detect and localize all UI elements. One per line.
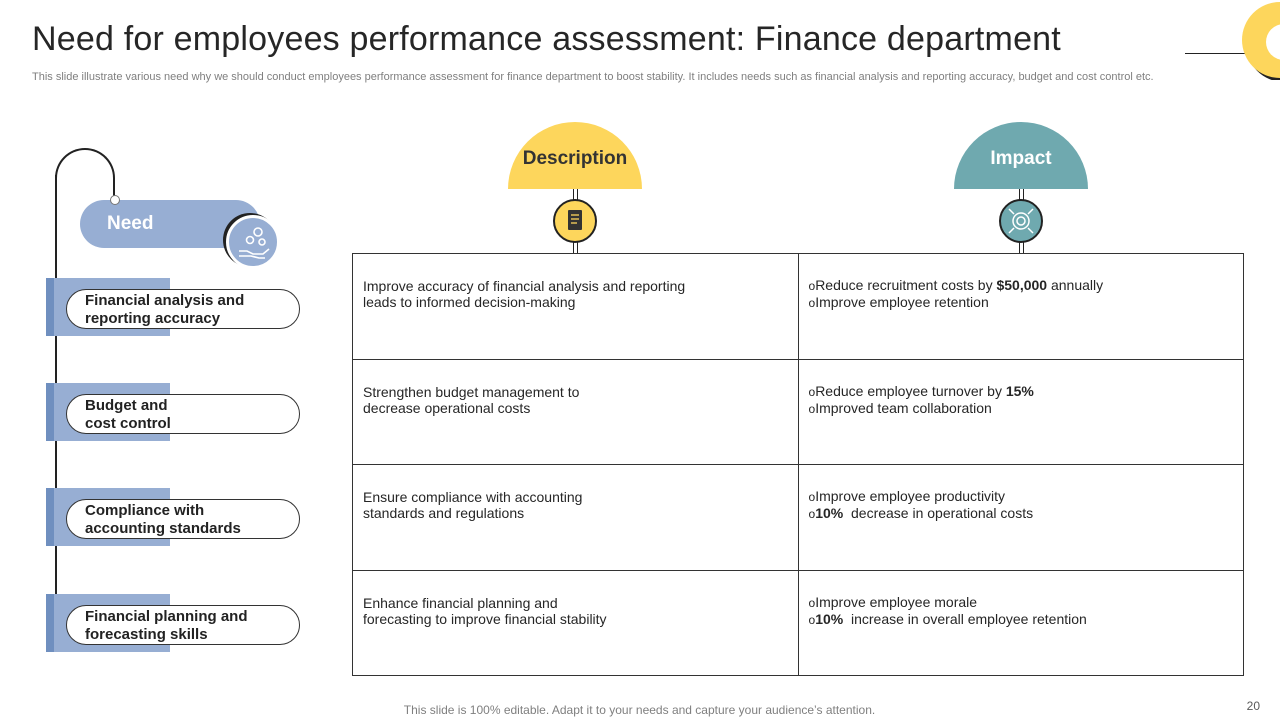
impact-bullet bbox=[809, 611, 1234, 628]
need-item-label bbox=[85, 292, 244, 328]
impact-cell bbox=[798, 254, 1244, 360]
need-item-line: accounting standards bbox=[85, 520, 241, 537]
table-row bbox=[353, 359, 1244, 465]
impact-highlight: 10% bbox=[815, 505, 844, 522]
bullet-icon: o bbox=[808, 384, 816, 399]
description-text: Improve accuracy of financial analysis and reporting leads to informed decision-making bbox=[363, 278, 686, 311]
need-item-label bbox=[85, 397, 171, 433]
impact-bullet bbox=[809, 594, 1234, 611]
impact-text bbox=[815, 594, 977, 610]
target-icon bbox=[999, 199, 1043, 243]
impact-cell bbox=[798, 570, 1244, 676]
impact-text-part: Improve employee retention bbox=[815, 294, 989, 311]
impact-text-part: decrease in operational costs bbox=[843, 505, 1034, 522]
impact-text-part: Reduce employee turnover by bbox=[815, 382, 1006, 399]
impact-text-part: Improve employee productivity bbox=[815, 488, 1006, 505]
need-header-label: Need bbox=[107, 213, 154, 234]
impact-header-label: Impact bbox=[990, 148, 1052, 169]
table-row bbox=[353, 465, 1244, 571]
timeline-dot bbox=[110, 195, 120, 205]
impact-bullet bbox=[809, 294, 1234, 311]
need-item-label bbox=[85, 502, 241, 538]
page-subtitle: This slide illustrate various need why we should conduct employees performance assessment for finance department to boost stability. It includes needs such as financial analysis and reporting accuracy, budget and cost control etc. bbox=[32, 71, 1154, 83]
impact-text bbox=[815, 505, 1033, 521]
bullet-icon: o bbox=[808, 490, 816, 505]
need-item-line: cost control bbox=[85, 415, 171, 432]
description-text: Enhance financial planning and forecasting to improve financial stability bbox=[363, 594, 607, 627]
impact-highlight: $50,000 bbox=[996, 277, 1048, 294]
bullet-icon: o bbox=[808, 612, 816, 627]
bullet-icon: o bbox=[808, 595, 816, 610]
need-item-label bbox=[85, 608, 248, 644]
impact-text bbox=[815, 383, 1034, 399]
need-item-line: forecasting skills bbox=[85, 626, 208, 643]
impact-text-part: annually bbox=[1047, 277, 1104, 294]
footer-text: This slide is 100% editable. Adapt it to your needs and capture your audience’s attention. bbox=[403, 703, 876, 717]
description-header-label: Description bbox=[522, 148, 628, 169]
bullet-icon: o bbox=[808, 279, 816, 294]
description-cell bbox=[353, 465, 799, 571]
impact-highlight: 15% bbox=[1005, 382, 1034, 399]
footer-note bbox=[0, 703, 1280, 717]
description-cell bbox=[353, 254, 799, 360]
description-text: Strengthen budget management to decrease operational costs bbox=[363, 383, 580, 416]
page-number: 20 bbox=[1246, 699, 1260, 713]
impact-text bbox=[815, 488, 1005, 504]
corner-logo-icon bbox=[1240, 0, 1280, 80]
impact-cell bbox=[798, 465, 1244, 571]
impact-text-part: Improved team collaboration bbox=[815, 399, 992, 416]
page-title: Need for employees performance assessment: Finance department bbox=[32, 20, 1061, 58]
impact-text bbox=[815, 400, 992, 416]
impact-text bbox=[815, 294, 989, 310]
impact-text-part: increase in overall employee retention bbox=[843, 610, 1087, 627]
impact-text-part: Reduce recruitment costs by bbox=[815, 277, 997, 294]
impact-text bbox=[815, 277, 1103, 293]
timeline-arc bbox=[55, 148, 115, 202]
assessment-table bbox=[352, 253, 1244, 676]
bullet-icon: o bbox=[808, 296, 816, 311]
impact-bullet bbox=[809, 505, 1234, 522]
table-row bbox=[353, 570, 1244, 676]
table-row bbox=[353, 254, 1244, 360]
impact-text bbox=[815, 611, 1087, 627]
document-icon bbox=[553, 199, 597, 243]
impact-bullet bbox=[809, 383, 1234, 400]
impact-bullet bbox=[809, 400, 1234, 417]
need-item-line: Budget and bbox=[85, 397, 168, 414]
description-cell bbox=[353, 359, 799, 465]
description-cell bbox=[353, 570, 799, 676]
impact-text-part: Improve employee morale bbox=[815, 593, 978, 610]
need-item-line: Financial planning and bbox=[85, 608, 248, 625]
impact-bullet bbox=[809, 488, 1234, 505]
impact-cell bbox=[798, 359, 1244, 465]
hand-gears-icon bbox=[226, 215, 280, 269]
need-item-line: reporting accuracy bbox=[85, 310, 221, 327]
need-item-line: Financial analysis and bbox=[85, 292, 245, 309]
need-item-line: Compliance with bbox=[85, 502, 205, 519]
impact-bullet bbox=[809, 277, 1234, 294]
impact-highlight: 10% bbox=[815, 610, 844, 627]
description-text: Ensure compliance with accounting standards and regulations bbox=[363, 489, 583, 522]
bullet-icon: o bbox=[808, 507, 816, 522]
bullet-icon: o bbox=[808, 401, 816, 416]
